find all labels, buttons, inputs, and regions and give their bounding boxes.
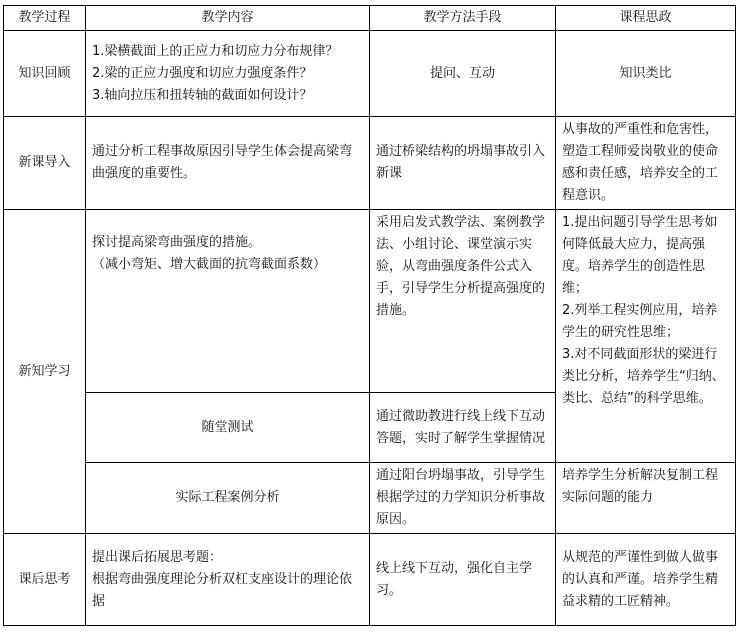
ideology-cell: 知识类比 — [556, 31, 736, 117]
table-row — [4, 534, 736, 626]
content-line: 根据弯曲强度理论分析双杠支座设计的理论依据 — [92, 571, 353, 609]
header-method: 教学方法手段 — [370, 6, 556, 31]
content-line: （减小弯矩、增大截面的抗弯截面系数） — [92, 257, 327, 272]
content-line: 1.梁横截面上的正应力和切应力分布规律？ — [92, 43, 339, 59]
table-row — [4, 210, 736, 393]
method-cell: 采用启发式教学法、案例教学法、小组讨论、课堂演示实验，从弯曲强度条件公式入手，引导学生分析提高强度的措施。 — [370, 210, 556, 393]
lesson-plan-table — [3, 5, 736, 626]
header-row — [4, 6, 736, 31]
stage-cell: 新课导入 — [4, 117, 86, 210]
table-row — [4, 31, 736, 117]
ideology-line: 2.列举工程实例应用，培养学生的研究性思维； — [562, 303, 718, 340]
content-line: 3.轴向拉压和扭转轴的截面如何设计？ — [92, 87, 313, 103]
method-cell: 通过阳台坍塌事故，引导学生根据学过的力学知识分析事故原因。 — [370, 463, 556, 534]
method-cell: 通过微助教进行线上线下互动答题，实时了解学生掌握情况 — [370, 393, 556, 463]
content-cell — [86, 210, 370, 393]
header-ideology: 课程思政 — [556, 6, 736, 31]
content-line: 探讨提高梁弯曲强度的措施。 — [92, 235, 262, 250]
ideology-line: 1.提出问题引导学生思考如何降低最大应力，提高强度。培养学生的创造性思维； — [562, 215, 718, 296]
ideology-cell: 从规范的严谨性到做人做事的认真和严谨。培养学生精益求精的工匠精神。 — [556, 534, 736, 626]
stage-cell: 新知学习 — [4, 210, 86, 534]
content-cell: 通过分析工程事故原因引导学生体会提高梁弯曲强度的重要性。 — [86, 117, 370, 210]
method-cell: 通过桥梁结构的坍塌事故引入新课 — [370, 117, 556, 210]
ideology-cell: 从事故的严重性和危害性，塑造工程师爱岗敬业的使命感和责任感，培养安全的工程意识。 — [556, 117, 736, 210]
stage-cell: 知识回顾 — [4, 31, 86, 117]
content-cell: 随堂测试 — [86, 393, 370, 463]
method-cell: 线上线下互动，强化自主学习。 — [370, 534, 556, 626]
content-cell — [86, 534, 370, 626]
ideology-cell — [556, 210, 736, 463]
table-row — [4, 117, 736, 210]
header-content: 教学内容 — [86, 6, 370, 31]
stage-cell: 课后思考 — [4, 534, 86, 626]
content-cell: 实际工程案例分析 — [86, 463, 370, 534]
content-cell — [86, 31, 370, 117]
ideology-cell: 培养学生分析解决复制工程实际问题的能力 — [556, 463, 736, 534]
ideology-line: 3.对不同截面形状的梁进行类比分析，培养学生“归纳、类比、总结”的科学思维。 — [562, 347, 725, 406]
table-row — [4, 463, 736, 534]
method-cell: 提问、互动 — [370, 31, 556, 117]
content-line: 提出课后拓展思考题： — [92, 549, 223, 565]
content-line: 2.梁的正应力强度和切应力强度条件？ — [92, 65, 313, 81]
header-stage: 教学过程 — [4, 6, 86, 31]
